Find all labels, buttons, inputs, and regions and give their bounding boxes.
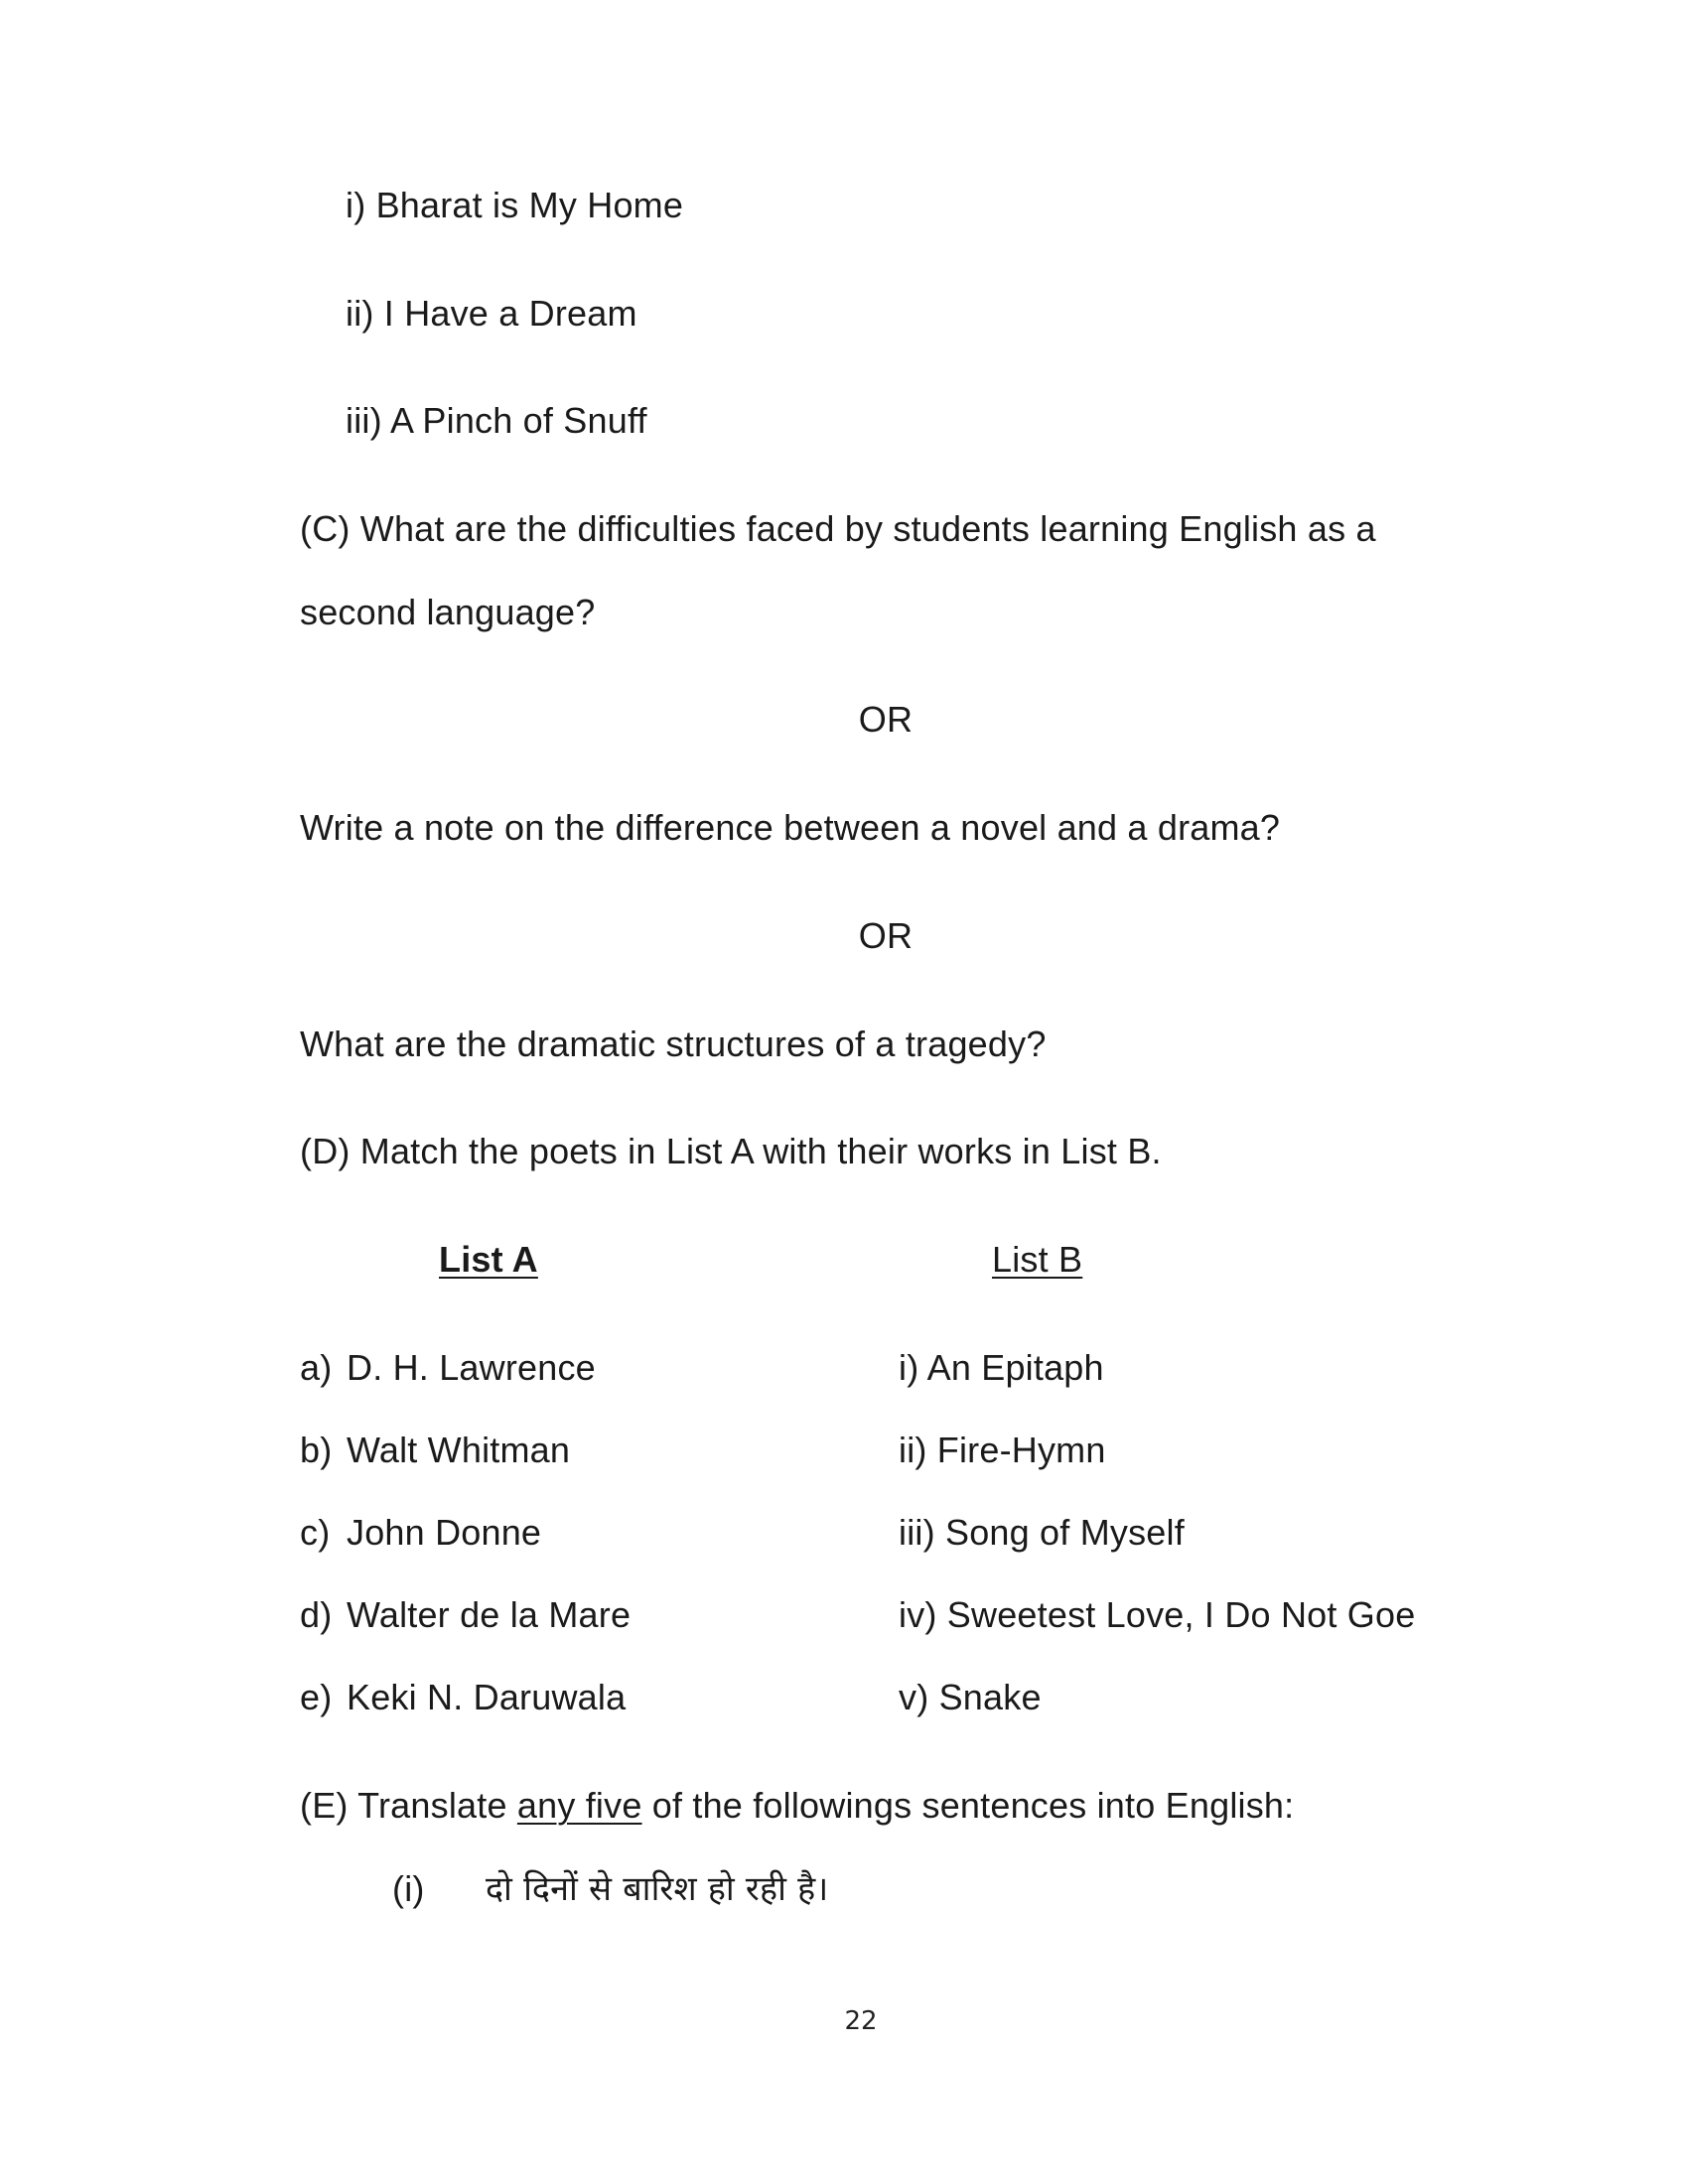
question-d-prompt: (D) Match the poets in List A with their works in List B. bbox=[300, 1131, 1162, 1171]
question-c-alternative-2: What are the dramatic structures of a tragedy? bbox=[300, 1024, 1047, 1064]
list-a-label: e) bbox=[300, 1677, 333, 1717]
page-number: 22 bbox=[844, 2006, 878, 2036]
or-divider-1: OR bbox=[858, 699, 914, 740]
list-b-heading: List B bbox=[992, 1239, 1083, 1280]
list-b-item: iv) Sweetest Love, I Do Not Goe bbox=[899, 1594, 1416, 1635]
list-a-item bbox=[300, 1429, 571, 1472]
question-c-line-1: (C) What are the difficulties faced by students learning English as a bbox=[300, 508, 1376, 549]
list-b-item: v) Snake bbox=[899, 1677, 1042, 1717]
question-e-item-text: दो दिनों से बारिश हो रही है। bbox=[486, 1869, 829, 1909]
list-a-label: b) bbox=[300, 1430, 333, 1470]
question-e-prefix: (E) Translate bbox=[300, 1785, 517, 1826]
question-c-alternative-1: Write a note on the difference between a novel and a drama? bbox=[300, 807, 1281, 848]
list-a-item bbox=[300, 1593, 632, 1637]
list-a-label: d) bbox=[300, 1594, 333, 1635]
list-a-heading: List A bbox=[439, 1239, 538, 1280]
list-a-text: John Donne bbox=[347, 1512, 542, 1553]
list-a-text: Walt Whitman bbox=[347, 1430, 571, 1470]
list-a-text: D. H. Lawrence bbox=[347, 1347, 596, 1388]
or-divider-2: OR bbox=[858, 915, 914, 956]
item-i-have-a-dream: ii) I Have a Dream bbox=[346, 293, 637, 334]
list-b-item: iii) Song of Myself bbox=[899, 1512, 1185, 1553]
question-c-line-2: second language? bbox=[300, 592, 596, 632]
item-a-pinch-of-snuff: iii) A Pinch of Snuff bbox=[346, 400, 647, 441]
question-e-item-label: (i) bbox=[392, 1868, 425, 1909]
item-bharat-is-my-home: i) Bharat is My Home bbox=[346, 185, 684, 225]
list-b-item: ii) Fire-Hymn bbox=[899, 1430, 1106, 1470]
list-a-item bbox=[300, 1676, 627, 1719]
question-e-suffix: of the followings sentences into English: bbox=[641, 1785, 1295, 1826]
list-a-item bbox=[300, 1511, 542, 1555]
list-a-text: Keki N. Daruwala bbox=[347, 1677, 627, 1717]
question-e-emphasis: any five bbox=[516, 1785, 642, 1826]
list-a-label: c) bbox=[300, 1512, 331, 1553]
list-a-item bbox=[300, 1346, 596, 1390]
list-b-item: i) An Epitaph bbox=[899, 1347, 1104, 1388]
question-e-prompt bbox=[300, 1784, 1294, 1828]
list-a-text: Walter de la Mare bbox=[347, 1594, 632, 1635]
list-a-label: a) bbox=[300, 1347, 333, 1388]
